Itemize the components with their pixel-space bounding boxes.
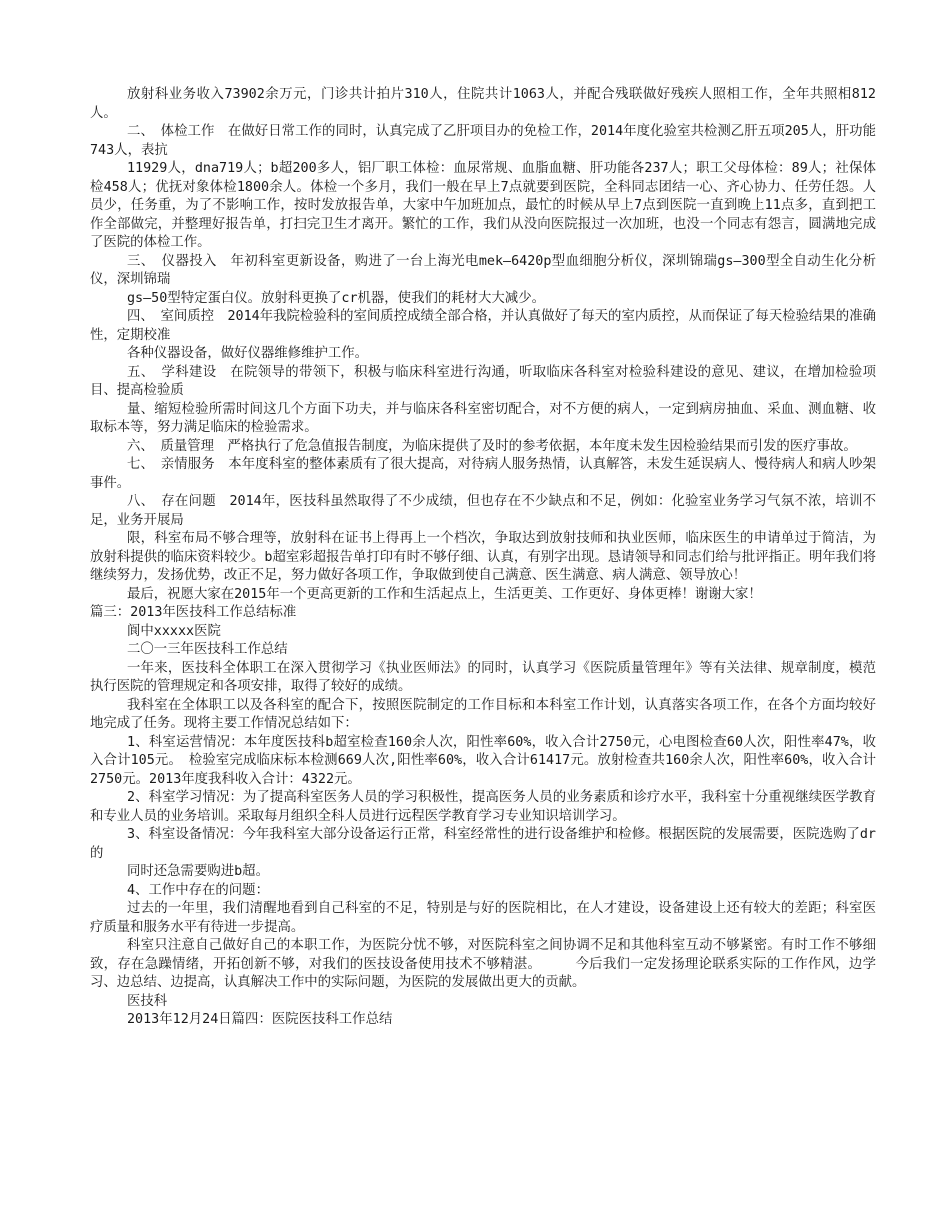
paragraph-physical-exam: 二、 体检工作 在做好日常工作的同时，认真完成了乙肝项目办的免检工作，2014年度化验室共检测乙肝五项205人，肝功能743人，表抗 <box>90 124 876 158</box>
paragraph-discipline-cont: 量、缩短检验所需时间这几个方面下功夫，并与临床各科室密切配合，对不方便的病人，一定到病房抽血、采血、测血糖、收取标本等，努力满足临床的检验需求。 <box>90 401 876 435</box>
paragraph-quality-management: 六、 质量管理 严格执行了危急值报告制度，为临床提供了及时的参考依据，本年度未发生因检验结果而引发的医疗事故。 <box>127 438 857 454</box>
paragraph-closing: 最后，祝愿大家在2015年一个更高更新的工作和生活起点上，生活更美、工作更好、身体更棒！谢谢大家！ <box>127 586 762 602</box>
paragraph-issues-cont: 科室只注意自己做好自己的本职工作，为医院分忧不够，对医院科室之间协调不足和其他科室互动不够紧密。有时工作不够细致，存在急躁情绪，开拓创新不够，对我们的医技设备使用技术不够精湛。 今后我们一定发扬理论联系实际的工作作风，边学习、边总结、边提高，认真解决工作中的实际问题，为医院的发展做出更大的贡献。 <box>90 938 876 990</box>
signature-date: 2013年12月24日篇四：医院医技科工作总结 <box>127 1012 393 1027</box>
paragraph-radiology-income: 放射科业务收入73902余万元，门诊共计拍片310人，住院共计1063人，并配合残联做好残疾人照相工作，全年共照相812人。 <box>90 87 876 121</box>
hospital-name: 阆中xxxxx医院 <box>127 623 221 639</box>
paragraph-problems: 八、 存在问题 2014年，医技科虽然取得了不少成绩，但也存在不少缺点和不足，例如：化验室业务学习气氛不浓，培训不足，业务开展局 <box>90 494 876 528</box>
section-heading-part3: 篇三：2013年医技科工作总结标准 <box>90 605 297 620</box>
paragraph-physical-exam-cont: 11929人，dna719人；b超200多人，铝厂职工体检：血尿常规、血脂血糖、肝功能各237人；职工父母体检：89人；社保体检458人；优抚对象体检1800余人。体检一个多月，我们一般在早上7点就要到医院，全科同志团结一心、齐心协力、任劳任怨。人员少，任务重，为了不影响工作，按时发放报告单，大家中午加班加点，最忙的时候从早上7点到医院一直到晚上11点多，直到把工作全部做完，并整理好报告单，打扫完卫生才离开。繁忙的工作，我们从没向医院报过一次加班，也没一个同志有怨言，圆满地完成了医院的体检工作。 <box>90 161 876 250</box>
paragraph-devices: 3、科室设备情况：今年我科室大部分设备运行正常，科室经常性的进行设备维护和检修。根据医院的发展需要，医院选购了dr的 <box>90 827 876 861</box>
report-title: 二〇一三年医技科工作总结 <box>127 642 288 657</box>
paragraph-summary: 我科室在全体职工以及各科室的配合下，按照医院制定的工作目标和本科室工作计划，认真落实各项工作，在各个方面均较好地完成了任务。现将主要工作情况总结如下： <box>90 697 876 731</box>
paragraph-issues-heading: 4、工作中存在的问题： <box>127 882 269 898</box>
paragraph-issues: 过去的一年里，我们清醒地看到自己科室的不足，特别是与好的医院相比，在人才建设，设备建设上还有较大的差距；科室医疗质量和服务水平有待进一步提高。 <box>90 901 876 935</box>
paragraph-devices-cont: 同时还急需要购进b超。 <box>127 864 269 879</box>
paragraph-equipment: 三、 仪器投入 年初科室更新设备，购进了一台上海光电mek—6420p型血细胞分析仪，深圳锦瑞gs—300型全自动生化分析仪，深圳锦瑞 <box>90 253 876 287</box>
paragraph-operations: 1、科室运营情况：本年度医技科b超室检查160余人次，阳性率60%，收入合计2750元，心电图检查60人次，阳性率47%，收入合计105元。 检验室完成临床标本检测669人次,阳性率60%，收入合计61417元。放射检查共160余人次，阳性率60%，收入合计2750元。2013年度我科收入合计：4322元。 <box>90 734 876 787</box>
paragraph-intro: 一年来，医技科全体职工在深入贯彻学习《执业医师法》的同时，认真学习《医院质量管理年》等有关法律、规章制度，模范执行医院的管理规定和各项安排，取得了较好的成绩。 <box>90 660 876 694</box>
paragraph-learning: 2、科室学习情况：为了提高科室医务人员的学习积极性，提高医务人员的业务素质和诊疗水平，我科室十分重视继续医学教育和专业人员的业务培训。采取每月组织全科人员进行远程医学教育学习专业知识培训学习。 <box>90 790 876 824</box>
paragraph-problems-cont: 限，科室布局不够合理等，放射科在证书上得再上一个档次，争取达到放射技师和执业医师，临床医生的申请单过于简洁，为放射科提供的临床资料较少。b超室彩超报告单打印有时不够仔细、认真，有别字出现。恳请领导和同志们给与批评指正。明年我们将继续努力，发扬优势，改正不足，努力做好各项工作，争取做到使自己满意、医生满意、病人满意、领导放心！ <box>90 531 876 583</box>
signature-department: 医技科 <box>127 993 168 1009</box>
paragraph-equipment-cont: gs—50型特定蛋白仪。放射科更换了cr机器，使我们的耗材大大减少。 <box>127 290 545 306</box>
paragraph-quality-control: 四、 室间质控 2014年我院检验科的室间质控成绩全部合格，并认真做好了每天的室内质控，从而保证了每天检验结果的准确性，定期校准 <box>90 309 876 343</box>
paragraph-discipline: 五、 学科建设 在院领导的带领下，积极与临床科室进行沟通，听取临床各科室对检验科建设的意见、建议，在增加检验项目、提高检验质 <box>90 364 876 398</box>
paragraph-quality-control-cont: 各种仪器设备，做好仪器维修维护工作。 <box>127 346 369 361</box>
paragraph-service: 七、 亲情服务 本年度科室的整体素质有了很大提高，对待病人服务热情，认真解答，未发生延误病人、慢待病人和病人吵架事件。 <box>90 457 876 491</box>
